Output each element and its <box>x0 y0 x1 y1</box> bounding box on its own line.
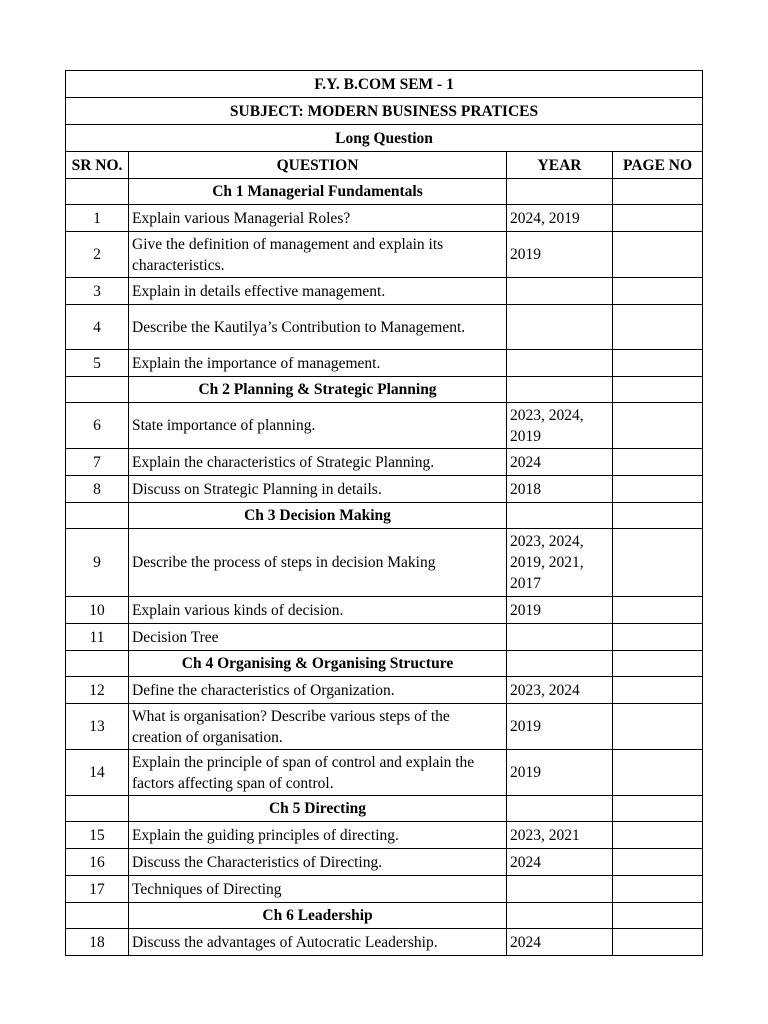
page-no-cell <box>613 929 703 956</box>
page-no-cell <box>613 704 703 750</box>
chapter-blank-cell <box>507 796 613 822</box>
sr-no-cell: 10 <box>66 597 129 624</box>
question-cell: Explain the importance of management. <box>129 350 507 377</box>
question-cell: Explain the guiding principles of directing. <box>129 822 507 849</box>
table-row <box>66 849 703 876</box>
col-header-question: QUESTION <box>129 152 507 179</box>
question-cell: Explain the characteristics of Strategic Planning. <box>129 449 507 476</box>
question-cell: Decision Tree <box>129 624 507 651</box>
subject-title: SUBJECT: MODERN BUSINESS PRATICES <box>66 98 703 125</box>
year-cell <box>507 624 613 651</box>
question-table <box>65 70 703 956</box>
chapter-row <box>66 903 703 929</box>
section-title: Long Question <box>66 125 703 152</box>
chapter-blank-cell <box>507 377 613 403</box>
sr-no-cell: 4 <box>66 305 129 350</box>
chapter-blank-cell <box>507 179 613 205</box>
chapter-title: Ch 3 Decision Making <box>129 503 507 529</box>
chapter-row <box>66 377 703 403</box>
page-no-cell <box>613 597 703 624</box>
sr-no-cell: 5 <box>66 350 129 377</box>
page-no-cell <box>613 232 703 278</box>
page-no-cell <box>613 624 703 651</box>
chapter-blank-cell <box>613 377 703 403</box>
subject-row <box>66 98 703 125</box>
chapter-blank-cell <box>66 651 129 677</box>
year-cell <box>507 305 613 350</box>
year-cell: 2024, 2019 <box>507 205 613 232</box>
question-cell: Discuss the Characteristics of Directing. <box>129 849 507 876</box>
chapter-row <box>66 796 703 822</box>
year-cell <box>507 278 613 305</box>
chapter-row <box>66 651 703 677</box>
year-cell <box>507 876 613 903</box>
question-cell: Techniques of Directing <box>129 876 507 903</box>
table-row <box>66 529 703 597</box>
chapter-blank-cell <box>66 377 129 403</box>
page-no-cell <box>613 876 703 903</box>
year-cell: 2023, 2024, 2019, 2021, 2017 <box>507 529 613 597</box>
chapter-blank-cell <box>66 903 129 929</box>
chapter-blank-cell <box>613 179 703 205</box>
table-row <box>66 305 703 350</box>
chapter-blank-cell <box>613 503 703 529</box>
table-row <box>66 876 703 903</box>
chapter-blank-cell <box>613 903 703 929</box>
year-cell: 2023, 2021 <box>507 822 613 849</box>
table-row <box>66 677 703 704</box>
col-header-sr-no: SR NO. <box>66 152 129 179</box>
table-row <box>66 822 703 849</box>
question-cell: Explain the principle of span of control and explain the factors affecting span of control. <box>129 750 507 796</box>
sr-no-cell: 8 <box>66 476 129 503</box>
column-header-row <box>66 152 703 179</box>
col-header-year: YEAR <box>507 152 613 179</box>
sr-no-cell: 7 <box>66 449 129 476</box>
page-no-cell <box>613 449 703 476</box>
year-cell: 2019 <box>507 232 613 278</box>
sr-no-cell: 12 <box>66 677 129 704</box>
page-no-cell <box>613 205 703 232</box>
year-cell: 2019 <box>507 597 613 624</box>
table-row <box>66 278 703 305</box>
year-cell <box>507 350 613 377</box>
question-cell: Describe the Kautilya’s Contribution to Management. <box>129 305 507 350</box>
table-row <box>66 750 703 796</box>
question-cell: Describe the process of steps in decision Making <box>129 529 507 597</box>
chapter-title: Ch 4 Organising & Organising Structure <box>129 651 507 677</box>
page-no-cell <box>613 822 703 849</box>
chapter-row <box>66 503 703 529</box>
chapter-row <box>66 179 703 205</box>
sr-no-cell: 18 <box>66 929 129 956</box>
table-row <box>66 624 703 651</box>
year-cell: 2019 <box>507 750 613 796</box>
chapter-blank-cell <box>507 903 613 929</box>
year-cell: 2024 <box>507 849 613 876</box>
sr-no-cell: 2 <box>66 232 129 278</box>
sr-no-cell: 1 <box>66 205 129 232</box>
title-row <box>66 71 703 98</box>
col-header-page-no: PAGE NO <box>613 152 703 179</box>
chapter-blank-cell <box>507 651 613 677</box>
sr-no-cell: 17 <box>66 876 129 903</box>
table-row <box>66 597 703 624</box>
year-cell: 2023, 2024, 2019 <box>507 403 613 449</box>
section-row <box>66 125 703 152</box>
chapter-title: Ch 2 Planning & Strategic Planning <box>129 377 507 403</box>
table-row <box>66 929 703 956</box>
question-cell: Define the characteristics of Organization. <box>129 677 507 704</box>
year-cell: 2018 <box>507 476 613 503</box>
page-no-cell <box>613 350 703 377</box>
page-no-cell <box>613 305 703 350</box>
page-no-cell <box>613 750 703 796</box>
page-no-cell <box>613 476 703 503</box>
table-row <box>66 205 703 232</box>
chapter-blank-cell <box>507 503 613 529</box>
question-cell: Give the definition of management and explain its characteristics. <box>129 232 507 278</box>
table-row <box>66 403 703 449</box>
question-cell: Discuss on Strategic Planning in details. <box>129 476 507 503</box>
chapter-blank-cell <box>66 796 129 822</box>
chapter-blank-cell <box>66 179 129 205</box>
table-row <box>66 704 703 750</box>
sr-no-cell: 11 <box>66 624 129 651</box>
table-row <box>66 476 703 503</box>
question-cell: Explain various kinds of decision. <box>129 597 507 624</box>
question-cell: Discuss the advantages of Autocratic Leadership. <box>129 929 507 956</box>
course-title: F.Y. B.COM SEM - 1 <box>66 71 703 98</box>
page-no-cell <box>613 529 703 597</box>
page-no-cell <box>613 403 703 449</box>
sr-no-cell: 14 <box>66 750 129 796</box>
question-cell: State importance of planning. <box>129 403 507 449</box>
chapter-blank-cell <box>66 503 129 529</box>
table-row <box>66 449 703 476</box>
chapter-blank-cell <box>613 651 703 677</box>
sr-no-cell: 16 <box>66 849 129 876</box>
year-cell: 2024 <box>507 929 613 956</box>
table-row <box>66 232 703 278</box>
question-cell: Explain in details effective management. <box>129 278 507 305</box>
question-cell: Explain various Managerial Roles? <box>129 205 507 232</box>
sr-no-cell: 15 <box>66 822 129 849</box>
page-no-cell <box>613 849 703 876</box>
year-cell: 2023, 2024 <box>507 677 613 704</box>
sr-no-cell: 6 <box>66 403 129 449</box>
sr-no-cell: 3 <box>66 278 129 305</box>
page-no-cell <box>613 677 703 704</box>
sr-no-cell: 13 <box>66 704 129 750</box>
year-cell: 2024 <box>507 449 613 476</box>
year-cell: 2019 <box>507 704 613 750</box>
question-cell: What is organisation? Describe various steps of the creation of organisation. <box>129 704 507 750</box>
sr-no-cell: 9 <box>66 529 129 597</box>
table-row <box>66 350 703 377</box>
chapter-title: Ch 5 Directing <box>129 796 507 822</box>
page-no-cell <box>613 278 703 305</box>
chapter-title: Ch 6 Leadership <box>129 903 507 929</box>
chapter-title: Ch 1 Managerial Fundamentals <box>129 179 507 205</box>
chapter-blank-cell <box>613 796 703 822</box>
